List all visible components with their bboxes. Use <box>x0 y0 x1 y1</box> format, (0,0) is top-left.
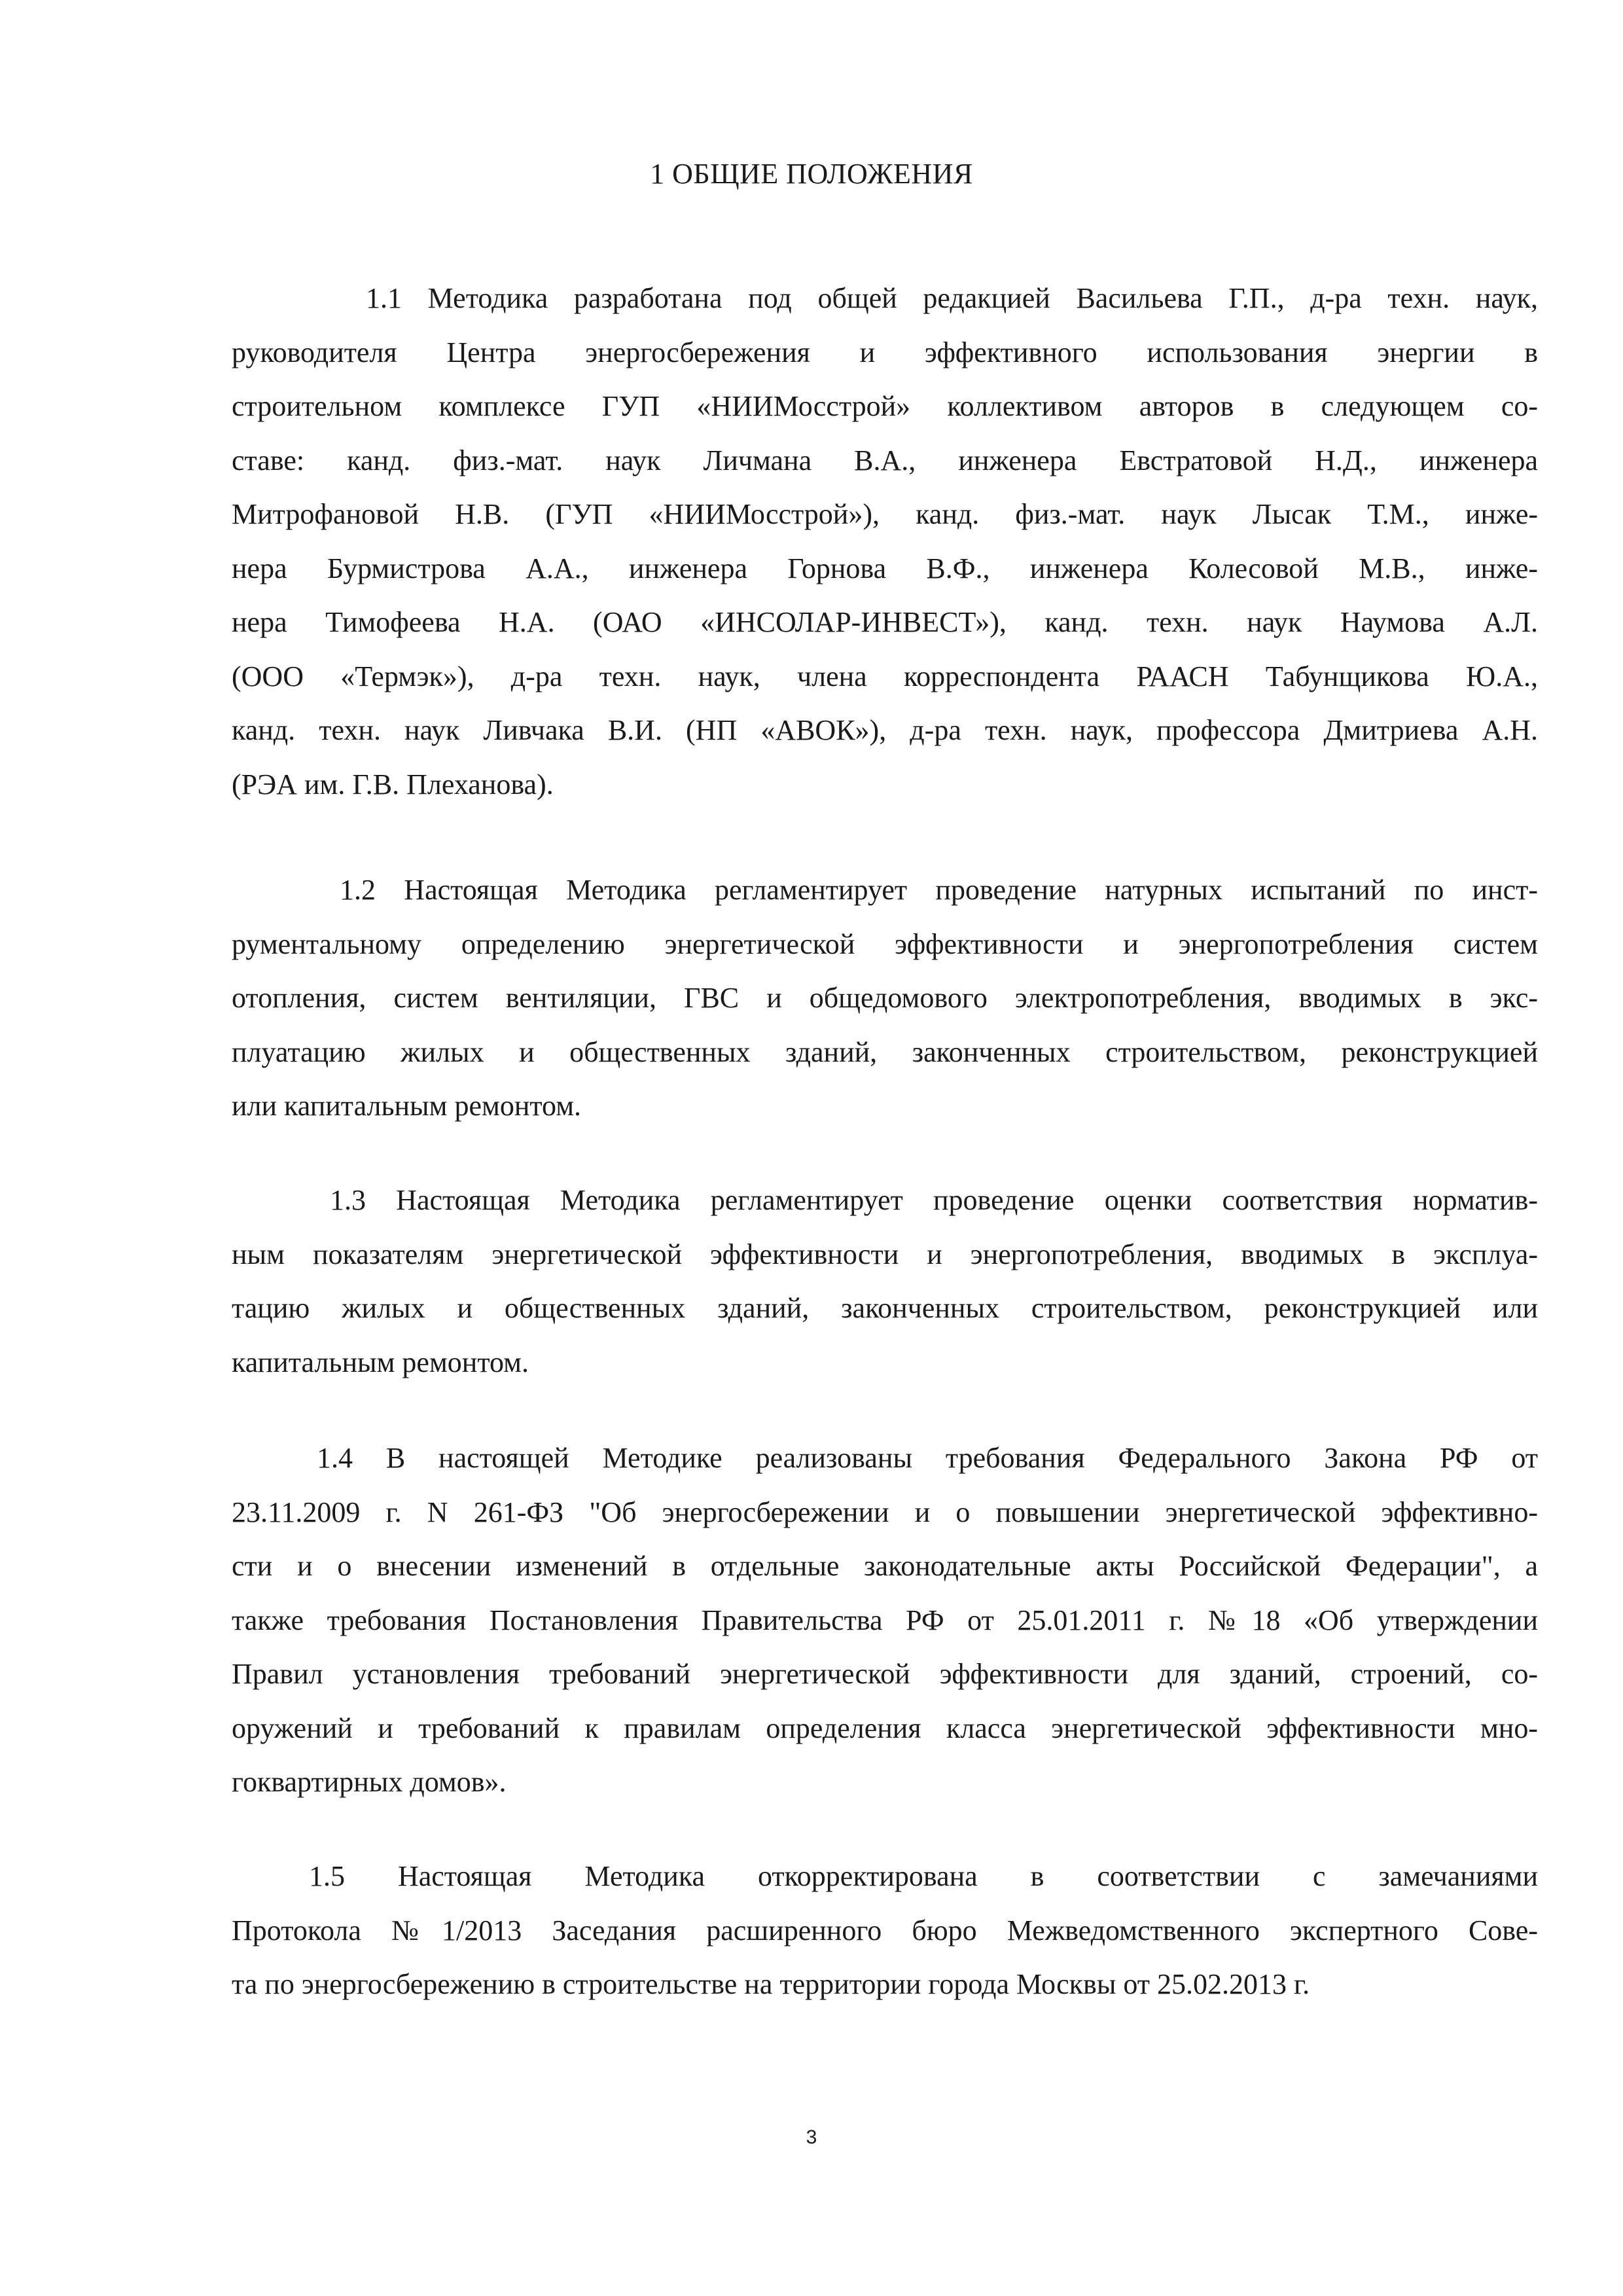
paragraph-line: оружений и требований к правилам определения класса энергетической эффективности мно- <box>232 1712 1538 1744</box>
paragraph-line: капитальным ремонтом. <box>232 1346 529 1378</box>
paragraph-line: 23.11.2009 г. N 261-ФЗ "Об энергосбережении и о повышении энергетической эффективно- <box>232 1496 1538 1528</box>
paragraph-1-5 <box>232 1850 1538 2012</box>
paragraph-1-1 <box>232 272 1538 812</box>
paragraph-line: также требования Постановления Правительства РФ от 25.01.2011 г. №18 «Об утверждении <box>232 1604 1538 1636</box>
paragraph-line: сти и о внесении изменений в отдельные законодательные акты Российской Федерации", а <box>232 1550 1538 1582</box>
paragraph-line: Правил установления требований энергетической эффективности для зданий, строений, со- <box>232 1658 1538 1690</box>
paragraph-line: 1.4 В настоящей Методике реализованы требования Федерального Закона РФ от <box>317 1442 1538 1474</box>
paragraph-line: плуатацию жилых и общественных зданий, законченных строительством, реконструкцией <box>232 1035 1538 1068</box>
paragraph-line: нера Бурмистрова А.А., инженера Горнова В.Ф., инженера Колесовой М.В., инже- <box>232 552 1538 584</box>
paragraph-line: 1.3 Настоящая Методика регламентирует проведение оценки соответствия норматив- <box>330 1184 1538 1216</box>
paragraph-line: Протокола №1/2013 Заседания расширенного бюро Межведомственного экспертного Сове- <box>232 1914 1538 1946</box>
paragraph-line: (РЭА им. Г.В. Плеханова). <box>232 768 554 800</box>
paragraph-line: нера Тимофеева Н.А. (ОАО «ИНСОЛАР-ИНВЕСТ»), канд. техн. наук Наумова А.Л. <box>232 606 1538 638</box>
paragraph-line: 1.1 Методика разработана под общей редакцией Васильева Г.П., д-ра техн. наук, <box>366 282 1538 314</box>
page-number: 3 <box>806 2126 817 2148</box>
paragraph-line: ным показателям энергетической эффективности и энергопотребления, вводимых в эксплуа- <box>232 1238 1538 1270</box>
paragraph-line: канд. техн. наук Ливчака В.И. (НП «АВОК»), д-ра техн. наук, профессора Дмитриева А.Н. <box>232 714 1538 746</box>
paragraph-line: строительном комплексе ГУП «НИИМосстрой» коллективом авторов в следующем со- <box>232 390 1538 422</box>
paragraph-line: 1.2 Настоящая Методика регламентирует проведение натурных испытаний по инст- <box>340 874 1538 906</box>
paragraph-line: та по энергосбережению в строительстве на территории города Москвы от 25.02.2013 г. <box>232 1968 1310 2000</box>
paragraph-line: гоквартирных домов». <box>232 1766 507 1798</box>
paragraph-line: Митрофановой Н.В. (ГУП «НИИМосстрой»), канд. физ.-мат. наук Лысак Т.М., инже- <box>232 498 1538 530</box>
paragraph-line: ставе: канд. физ.-мат. наук Личмана В.А., инженера Евстратовой Н.Д., инженера <box>232 444 1538 476</box>
section-heading: 1 ОБЩИЕ ПОЛОЖЕНИЯ <box>650 158 973 190</box>
paragraph-1-2 <box>232 863 1538 1134</box>
paragraph-line: рументальному определению энергетической эффективности и энергопотребления систем <box>232 927 1538 960</box>
paragraph-1-4 <box>232 1431 1538 1810</box>
paragraph-line: руководителя Центра энергосбережения и эффективного использования энергии в <box>232 336 1538 368</box>
paragraph-line: тацию жилых и общественных зданий, законченных строительством, реконструкцией или <box>232 1292 1538 1324</box>
paragraph-line: 1.5 Настоящая Методика откорректирована в соответствии с замечаниями <box>309 1860 1538 1892</box>
paragraph-line: или капитальным ремонтом. <box>232 1090 582 1122</box>
paragraph-line: отопления, систем вентиляции, ГВС и общедомового электропотребления, вводимых в экс- <box>232 982 1538 1014</box>
paragraph-1-3 <box>232 1174 1538 1390</box>
paragraph-line: (ООО «Термэк»), д-ра техн. наук, члена корреспондента РААСН Табунщикова Ю.А., <box>232 660 1538 692</box>
